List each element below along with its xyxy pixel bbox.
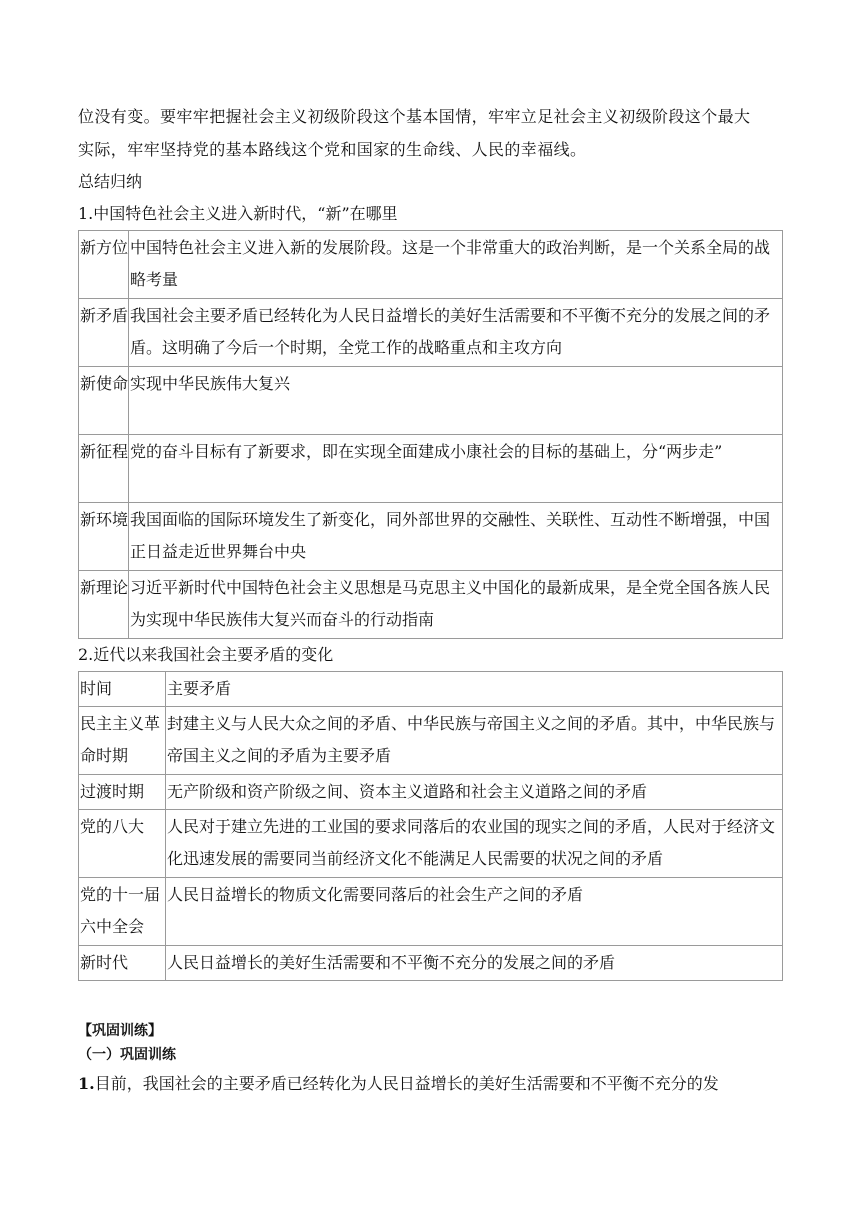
row-value: 中国特色社会主义进入新的发展阶段。这是一个非常重大的政治判断，是一个关系全局的战略考量 (129, 231, 783, 299)
header-time: 时间 (79, 672, 166, 707)
row-key: 党的八大 (79, 810, 166, 878)
question-text: 目前，我国社会的主要矛盾已经转化为人民日益增长的美好生活需要和不平衡不充分的发 (94, 1074, 719, 1093)
table-row (79, 367, 783, 435)
new-era-table (78, 230, 783, 639)
intro-line-1: 位没有变。要牢牢把握社会主义初级阶段这个基本国情，牢牢立足社会主义初级阶段这个最大 (78, 107, 751, 126)
row-value: 无产阶级和资产阶级之间、资本主义道路和社会主义道路之间的矛盾 (166, 775, 783, 810)
row-value: 实现中华民族伟大复兴 (129, 367, 783, 435)
row-value: 封建主义与人民大众之间的矛盾、中华民族与帝国主义之间的矛盾。其中，中华民族与帝国主义之间的矛盾为主要矛盾 (166, 707, 783, 775)
practice-subheading: （一）巩固训练 (78, 1047, 176, 1063)
row-key: 新时代 (79, 946, 166, 981)
row-key: 党的十一届六中全会 (79, 878, 166, 946)
table-row (79, 571, 783, 639)
row-key: 民主主义革命时期 (79, 707, 166, 775)
section1-title: 1.中国特色社会主义进入新时代，“新”在哪里 (78, 204, 398, 223)
table-row (79, 810, 783, 878)
row-key: 新征程 (79, 435, 129, 503)
table-row (79, 299, 783, 367)
table-row (79, 503, 783, 571)
document-page (78, 100, 784, 1101)
row-value: 人民日益增长的物质文化需要同落后的社会生产之间的矛盾 (166, 878, 783, 946)
table-row (79, 707, 783, 775)
row-key: 新矛盾 (79, 299, 129, 367)
row-value: 党的奋斗目标有了新要求，即在实现全面建成小康社会的目标的基础上，分“两步走” (129, 435, 783, 503)
row-value: 我国面临的国际环境发生了新变化，同外部世界的交融性、关联性、互动性不断增强，中国正日益走近世界舞台中央 (129, 503, 783, 571)
summary-title: 总结归纳 (78, 172, 143, 191)
practice-heading: 【巩固训练】 (78, 1023, 162, 1039)
table-row (79, 231, 783, 299)
row-value: 人民对于建立先进的工业国的要求同落后的农业国的现实之间的矛盾，人民对于经济文化迅速发展的需要同当前经济文化不能满足人民需要的状况之间的矛盾 (166, 810, 783, 878)
table-header-row (79, 672, 783, 707)
row-key: 新理论 (79, 571, 129, 639)
row-value: 人民日益增长的美好生活需要和不平衡不充分的发展之间的矛盾 (166, 946, 783, 981)
table-row (79, 878, 783, 946)
row-key: 过渡时期 (79, 775, 166, 810)
contradiction-table (78, 671, 783, 981)
row-key: 新使命 (79, 367, 129, 435)
row-key: 新方位 (79, 231, 129, 299)
row-value: 我国社会主要矛盾已经转化为人民日益增长的美好生活需要和不平衡不充分的发展之间的矛盾。这明确了今后一个时期，全党工作的战略重点和主攻方向 (129, 299, 783, 367)
table-row (79, 946, 783, 981)
section2-title: 2.近代以来我国社会主要矛盾的变化 (78, 645, 334, 664)
question-number: 1. (78, 1074, 95, 1093)
header-contradiction: 主要矛盾 (166, 672, 783, 707)
question-1 (78, 1067, 784, 1101)
table-row (79, 435, 783, 503)
row-key: 新环境 (79, 503, 129, 571)
table-row (79, 775, 783, 810)
row-value: 习近平新时代中国特色社会主义思想是马克思主义中国化的最新成果，是全党全国各族人民为实现中华民族伟大复兴而奋斗的行动指南 (129, 571, 783, 639)
intro-line-2: 实际，牢牢坚持党的基本路线这个党和国家的生命线、人民的幸福线。 (78, 140, 587, 159)
